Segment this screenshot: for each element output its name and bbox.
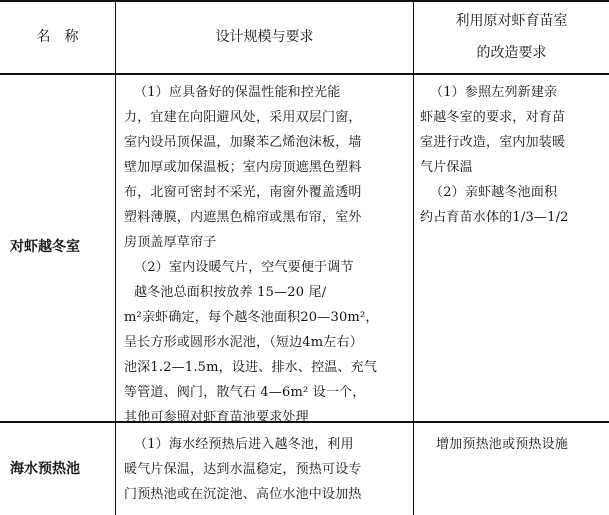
text-line: 越冬池总面积按放养 15—20 尾/ — [134, 285, 327, 300]
text-line: （2）室内设暖气片，空气要便于调节 — [134, 260, 354, 275]
text-line: 壁加厚或加保温板；室内房顶遮黑色塑料 — [124, 160, 362, 175]
text-line: 约占育苗水体的1/3—1/2 — [420, 210, 569, 225]
text-line: 塑料薄膜，内遮黑色棉帘或黑布帘，室外 — [124, 210, 362, 225]
text-line: （1）参照左列新建亲 — [430, 85, 558, 100]
text-line: （1）海水经预热后进入越冬池，利用 — [134, 437, 354, 452]
header-retrofit-line2: 的改造要求 — [476, 45, 547, 61]
header-name: 名 称 — [36, 29, 79, 45]
header-bottom-rule — [0, 73, 609, 75]
row2-retrofit-text — [436, 432, 568, 457]
text-line: 其他可参照对虾育苗池要求处理 — [124, 410, 309, 425]
text-line: 池深1.2—1.5m，设进、排水、控温、充气 — [124, 360, 378, 375]
table-top-rule — [0, 0, 609, 2]
text-line: 门预热池或在沉淀池、高位水池中设加热 — [124, 487, 362, 502]
text-line: （1）应具备好的保温性能和控光能 — [134, 85, 341, 100]
row-name-seawater-preheat-pool: 海水预热池 — [10, 461, 80, 477]
text-line: 布，北窗可密封不采光，南窗外覆盖透明 — [124, 185, 362, 200]
text-line: 气片保温 — [420, 160, 473, 175]
text-line: （2）亲虾越冬池面积 — [430, 185, 558, 200]
text-line: 室进行改造，室内加装暖 — [420, 135, 566, 150]
text-line: 暖气片保温，达到水温稳定，预热可设专 — [124, 462, 362, 477]
text-line: 房顶盖厚草帘子 — [124, 235, 217, 250]
text-line: 呈长方形或圆形水泥池，（短边4m左右） — [124, 335, 363, 350]
row1-design-text — [124, 80, 379, 430]
text-line: 力，宜建在向阳避风处，采用双层门窗， — [124, 110, 362, 125]
text-line: 虾越冬室的要求，对育苗 — [420, 110, 566, 125]
column-divider-2 — [413, 0, 414, 515]
text-line: 等管道、阀门，散气石 4—6m² 设一个， — [124, 385, 366, 400]
row1-retrofit-text — [420, 80, 569, 230]
header-design: 设计规模与要求 — [215, 29, 314, 45]
text-line: 增加预热池或预热设施 — [436, 437, 569, 452]
row2-design-text — [124, 432, 362, 507]
row-name-overwintering-room: 对虾越冬室 — [10, 239, 80, 255]
text-line: m²亲虾确定，每个越冬池面积20—30m²， — [124, 310, 379, 325]
header-retrofit-line1: 利用原对虾育苗室 — [455, 13, 568, 29]
column-divider-1 — [115, 0, 116, 515]
text-line: 室内设吊顶保温，加聚苯乙烯泡沫板，墙 — [124, 135, 362, 150]
